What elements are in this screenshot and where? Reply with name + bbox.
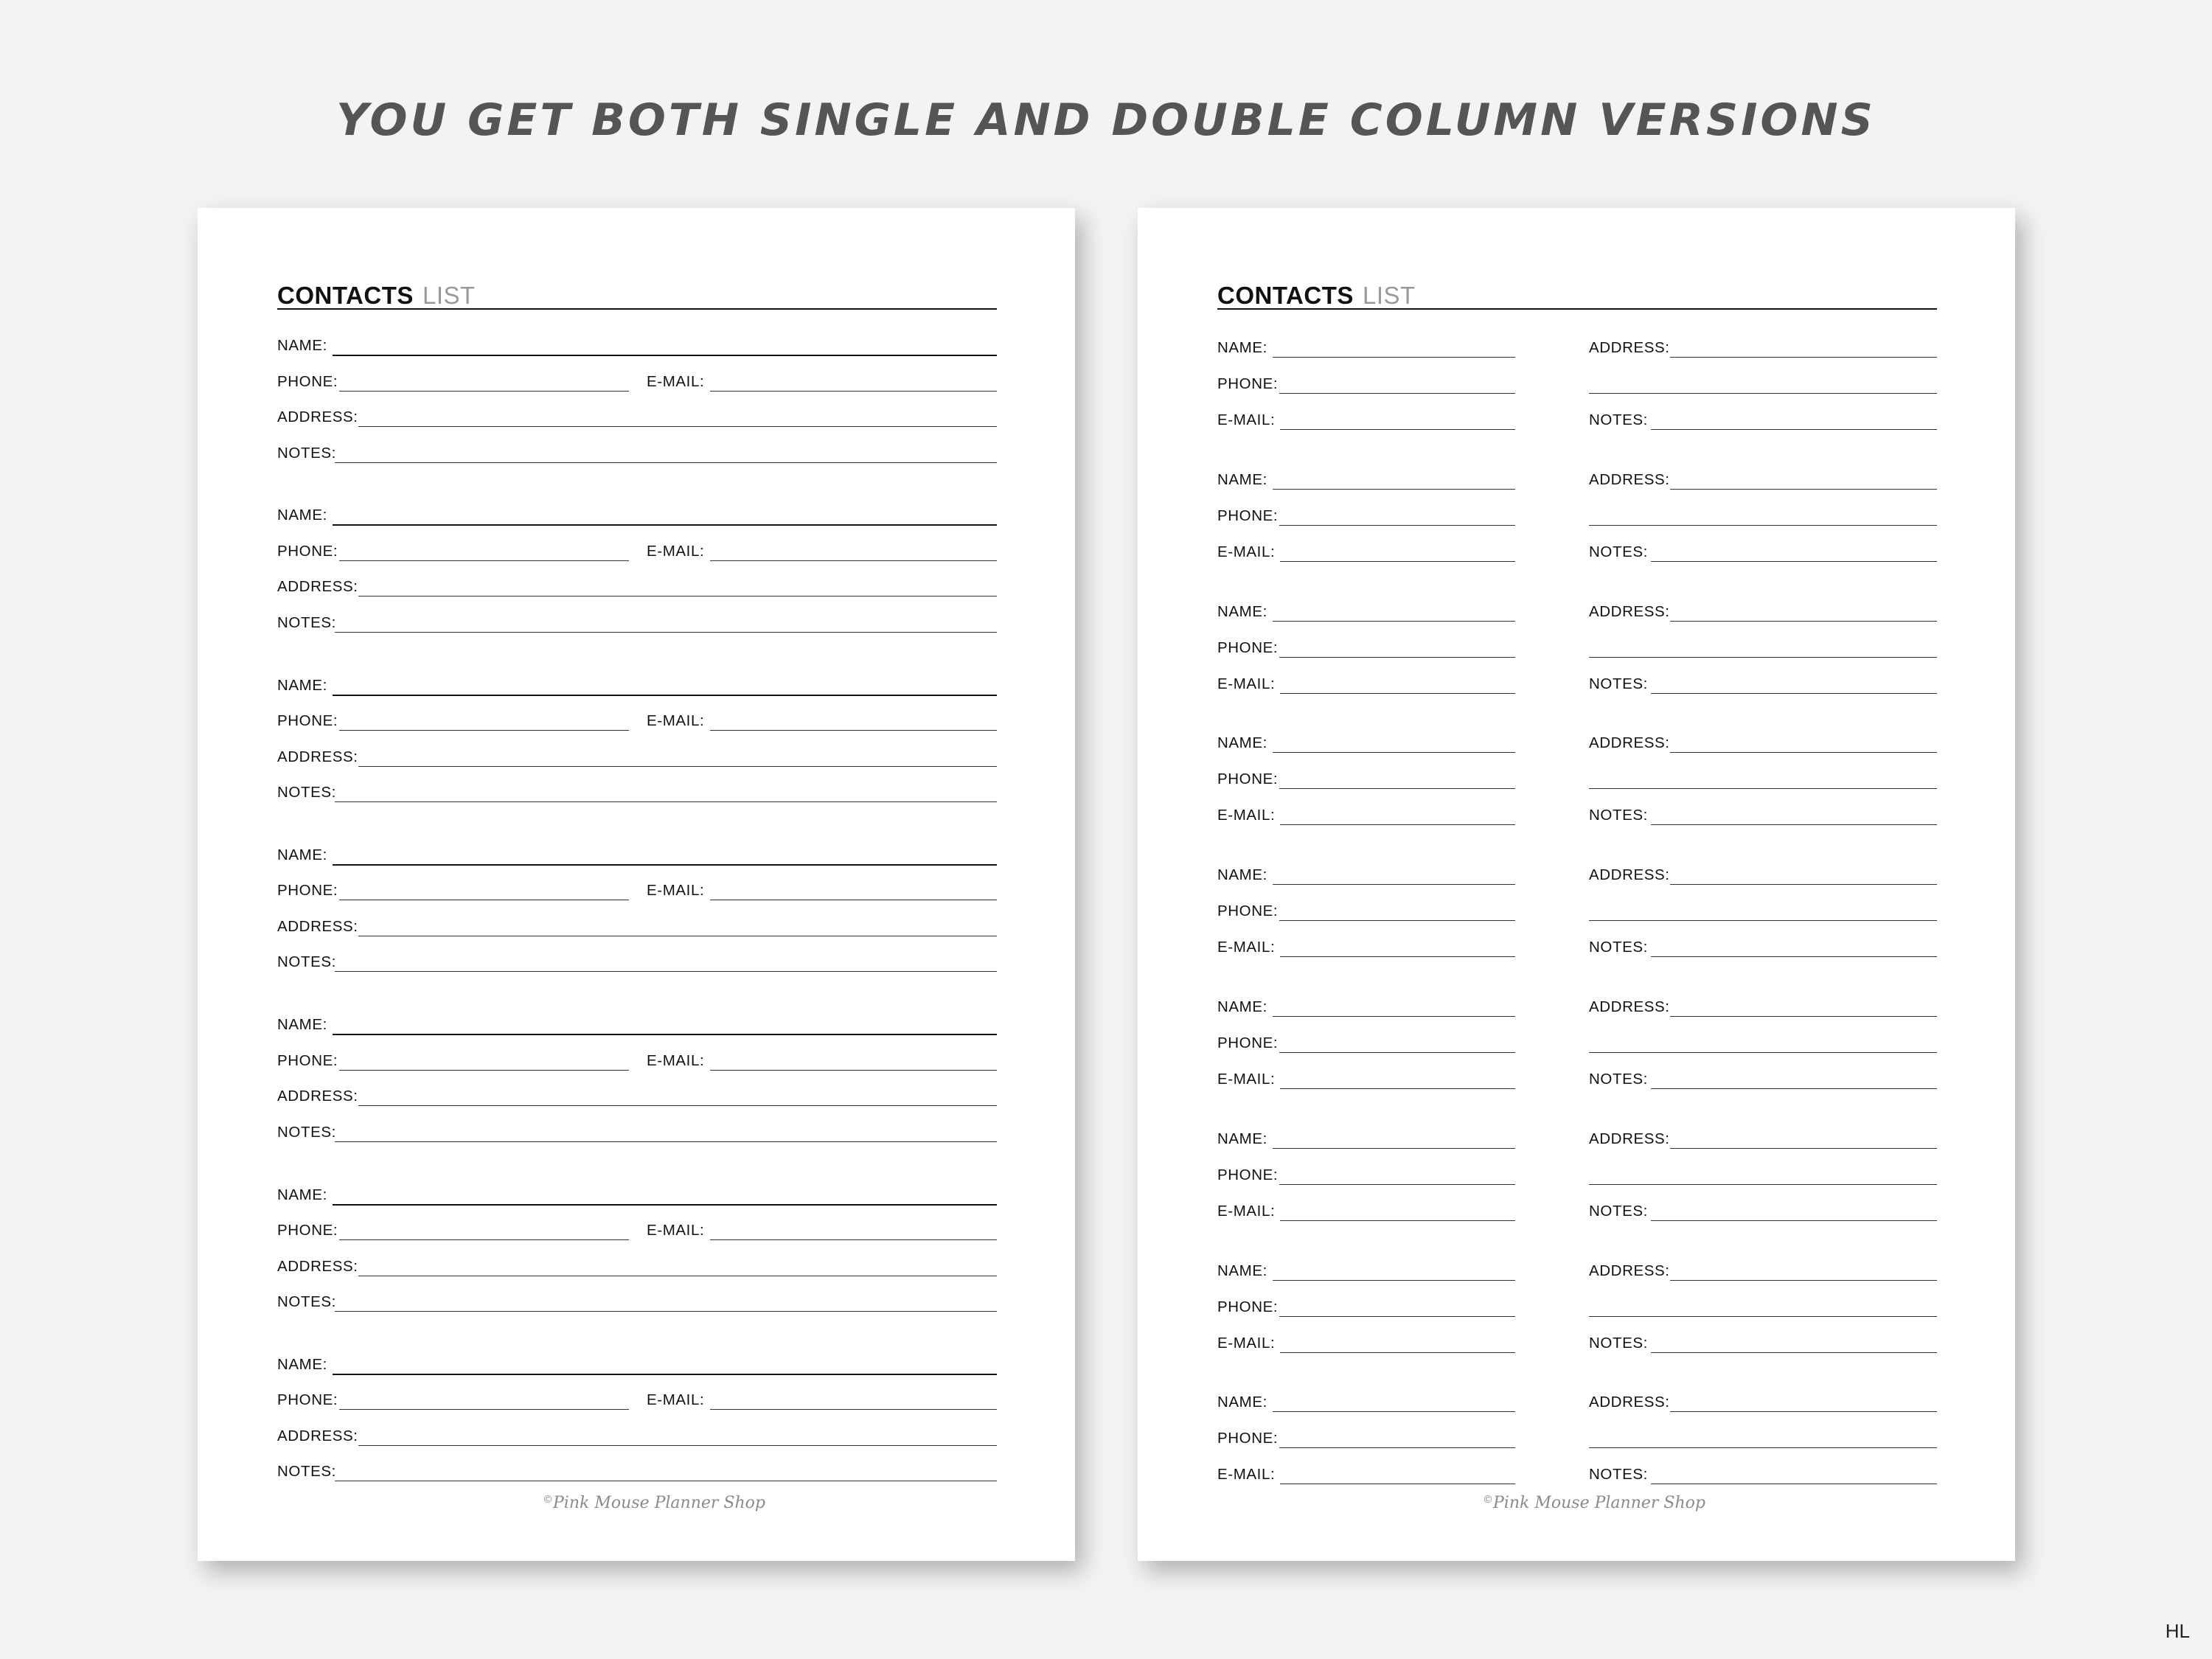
phone-label: PHONE: (1217, 1298, 1279, 1315)
email-field[interactable] (1280, 1352, 1515, 1353)
address-field-2[interactable] (1589, 657, 1937, 658)
notes-field[interactable] (335, 1141, 997, 1142)
address-label: ADDRESS: (277, 578, 358, 596)
notes-field[interactable] (1651, 824, 1937, 825)
notes-field[interactable] (1651, 693, 1937, 694)
email-field[interactable] (710, 1070, 997, 1071)
address-field-2[interactable] (1589, 393, 1937, 394)
name-field[interactable] (1273, 1016, 1515, 1017)
notes-label: NOTES: (277, 1463, 336, 1481)
notes-field[interactable] (1651, 1352, 1937, 1353)
address-field[interactable] (1670, 1411, 1937, 1412)
notes-label: NOTES: (1589, 411, 1648, 428)
sheet-title-light: LIST (422, 282, 476, 309)
address-field[interactable] (1670, 1016, 1937, 1017)
address-field[interactable] (1670, 1148, 1937, 1149)
address-label: ADDRESS: (1589, 339, 1670, 356)
email-label: E-MAIL: (1217, 807, 1276, 824)
shop-signature: ©Pink Mouse Planner Shop (1483, 1494, 1705, 1512)
notes-label: NOTES: (1589, 675, 1648, 692)
notes-label: NOTES: (1589, 939, 1648, 956)
notes-field[interactable] (1651, 429, 1937, 430)
email-field[interactable] (1280, 693, 1515, 694)
address-label: ADDRESS: (277, 1427, 358, 1444)
address-field-2[interactable] (1589, 1447, 1937, 1448)
email-label: E-MAIL: (647, 542, 705, 560)
email-field[interactable] (710, 1239, 997, 1240)
address-label: ADDRESS: (1589, 602, 1670, 620)
name-field[interactable] (333, 1374, 997, 1375)
phone-label: PHONE: (277, 1051, 338, 1069)
name-field[interactable] (1273, 489, 1515, 490)
notes-label: NOTES: (1589, 1334, 1648, 1352)
email-label: E-MAIL: (1217, 1466, 1276, 1484)
address-label: ADDRESS: (1589, 998, 1670, 1015)
name-label: NAME: (1217, 866, 1267, 884)
address-label: ADDRESS: (277, 408, 358, 425)
email-label: E-MAIL: (1217, 1334, 1276, 1352)
phone-field[interactable] (339, 1070, 629, 1071)
phone-label: PHONE: (277, 542, 338, 560)
phone-label: PHONE: (1217, 902, 1279, 920)
address-field-2[interactable] (1589, 1316, 1937, 1317)
phone-label: PHONE: (1217, 507, 1279, 524)
notes-field[interactable] (335, 462, 997, 463)
address-label: ADDRESS: (1589, 866, 1670, 884)
name-field[interactable] (333, 1034, 997, 1035)
email-label: E-MAIL: (1217, 543, 1276, 560)
address-field[interactable] (1670, 357, 1937, 358)
email-field[interactable] (710, 730, 997, 731)
notes-label: NOTES: (1589, 1202, 1648, 1220)
name-label: NAME: (277, 676, 327, 694)
phone-label: PHONE: (277, 1222, 338, 1239)
notes-label: NOTES: (1589, 1071, 1648, 1088)
name-field[interactable] (1273, 621, 1515, 622)
address-field[interactable] (358, 596, 997, 597)
name-label: NAME: (1217, 998, 1267, 1015)
name-field[interactable] (1273, 884, 1515, 885)
address-label: ADDRESS: (1589, 1394, 1670, 1411)
phone-field[interactable] (1279, 1052, 1515, 1053)
address-label: ADDRESS: (277, 1088, 358, 1105)
sheet-title-bold: CONTACTS (277, 282, 414, 309)
email-label: E-MAIL: (647, 372, 705, 390)
sheet-title (277, 282, 997, 310)
name-label: NAME: (277, 337, 327, 354)
name-field[interactable] (333, 524, 997, 526)
email-field[interactable] (1280, 956, 1515, 957)
name-label: NAME: (1217, 1130, 1267, 1147)
name-label: NAME: (277, 507, 327, 524)
address-field[interactable] (358, 1445, 997, 1446)
notes-label: NOTES: (277, 444, 336, 462)
name-field[interactable] (333, 864, 997, 866)
name-field[interactable] (333, 355, 997, 356)
phone-label: PHONE: (277, 372, 338, 390)
email-label: E-MAIL: (1217, 675, 1276, 692)
notes-field[interactable] (1651, 561, 1937, 562)
email-label: E-MAIL: (647, 712, 705, 730)
address-field[interactable] (1670, 489, 1937, 490)
name-label: NAME: (1217, 1262, 1267, 1279)
email-label: E-MAIL: (1217, 1202, 1276, 1220)
banner-heading: YOU GET BOTH SINGLE AND DOUBLE COLUMN VERSIONS (336, 94, 1876, 146)
name-label: NAME: (277, 1016, 327, 1034)
address-field[interactable] (1670, 1280, 1937, 1281)
phone-field[interactable] (339, 1239, 629, 1240)
phone-label: PHONE: (277, 882, 338, 900)
name-label: NAME: (277, 846, 327, 863)
notes-field[interactable] (335, 632, 997, 633)
phone-field[interactable] (1279, 393, 1515, 394)
name-field[interactable] (1273, 1411, 1515, 1412)
address-label: ADDRESS: (1589, 470, 1670, 488)
single-column-sheet (198, 208, 1075, 1561)
sheet-title-light: LIST (1363, 282, 1416, 309)
notes-label: NOTES: (277, 613, 336, 631)
notes-label: NOTES: (277, 1123, 336, 1141)
phone-field[interactable] (339, 1409, 629, 1410)
address-label: ADDRESS: (277, 748, 358, 765)
email-field[interactable] (1280, 824, 1515, 825)
phone-label: PHONE: (277, 1391, 338, 1409)
address-label: ADDRESS: (1589, 734, 1670, 752)
notes-label: NOTES: (277, 1293, 336, 1310)
name-label: NAME: (277, 1186, 327, 1203)
name-label: NAME: (1217, 470, 1267, 488)
phone-field[interactable] (339, 730, 629, 731)
notes-field[interactable] (1651, 956, 1937, 957)
email-field[interactable] (1280, 1220, 1515, 1221)
email-label: E-MAIL: (1217, 939, 1276, 956)
email-label: E-MAIL: (647, 1222, 705, 1239)
notes-field[interactable] (335, 1311, 997, 1312)
phone-field[interactable] (1279, 1447, 1515, 1448)
name-label: NAME: (1217, 602, 1267, 620)
email-label: E-MAIL: (647, 1051, 705, 1069)
email-field[interactable] (710, 391, 997, 392)
address-label: ADDRESS: (1589, 1130, 1670, 1147)
double-column-sheet (1138, 208, 2015, 1561)
phone-field[interactable] (1279, 920, 1515, 921)
name-label: NAME: (277, 1355, 327, 1373)
phone-label: PHONE: (277, 712, 338, 730)
phone-label: PHONE: (1217, 771, 1279, 788)
name-field[interactable] (1273, 357, 1515, 358)
sheet-title (1217, 282, 1937, 310)
sheet-title-bold: CONTACTS (1217, 282, 1354, 309)
address-field[interactable] (358, 1105, 997, 1106)
notes-field[interactable] (1651, 1220, 1937, 1221)
address-field-2[interactable] (1589, 525, 1937, 526)
phone-field[interactable] (339, 560, 629, 561)
address-field-2[interactable] (1589, 788, 1937, 789)
phone-field[interactable] (1279, 657, 1515, 658)
notes-label: NOTES: (277, 784, 336, 801)
phone-field[interactable] (1279, 1184, 1515, 1185)
notes-label: NOTES: (277, 953, 336, 971)
name-label: NAME: (1217, 734, 1267, 752)
name-field[interactable] (333, 695, 997, 696)
phone-label: PHONE: (1217, 1034, 1279, 1051)
address-field[interactable] (358, 766, 997, 767)
email-label: E-MAIL: (1217, 411, 1276, 428)
phone-field[interactable] (1279, 788, 1515, 789)
phone-field[interactable] (1279, 1316, 1515, 1317)
address-field[interactable] (358, 426, 997, 427)
phone-label: PHONE: (1217, 375, 1279, 392)
name-label: NAME: (1217, 339, 1267, 356)
email-field[interactable] (710, 1409, 997, 1410)
phone-label: PHONE: (1217, 1430, 1279, 1447)
address-field[interactable] (1670, 621, 1937, 622)
email-label: E-MAIL: (1217, 1071, 1276, 1088)
phone-field[interactable] (339, 391, 629, 392)
email-field[interactable] (1280, 561, 1515, 562)
address-label: ADDRESS: (1589, 1262, 1670, 1279)
address-label: ADDRESS: (277, 917, 358, 935)
address-field-2[interactable] (1589, 920, 1937, 921)
address-field-2[interactable] (1589, 1184, 1937, 1185)
email-field[interactable] (1280, 429, 1515, 430)
notes-field[interactable] (335, 971, 997, 972)
name-field[interactable] (1273, 1280, 1515, 1281)
name-field[interactable] (1273, 1148, 1515, 1149)
address-label: ADDRESS: (277, 1257, 358, 1275)
address-field[interactable] (1670, 884, 1937, 885)
email-field[interactable] (710, 560, 997, 561)
notes-label: NOTES: (1589, 1466, 1648, 1484)
shop-signature: ©Pink Mouse Planner Shop (543, 1494, 765, 1512)
phone-label: PHONE: (1217, 1166, 1279, 1183)
notes-field[interactable] (1651, 1088, 1937, 1089)
name-label: NAME: (1217, 1394, 1267, 1411)
address-field-2[interactable] (1589, 1052, 1937, 1053)
notes-label: NOTES: (1589, 543, 1648, 560)
phone-field[interactable] (1279, 525, 1515, 526)
phone-label: PHONE: (1217, 639, 1279, 656)
email-label: E-MAIL: (647, 1391, 705, 1409)
address-field[interactable] (1670, 752, 1937, 753)
name-field[interactable] (333, 1204, 997, 1206)
corner-mark: HL (2165, 1620, 2190, 1642)
notes-field[interactable] (335, 801, 997, 802)
name-field[interactable] (1273, 752, 1515, 753)
notes-label: NOTES: (1589, 807, 1648, 824)
email-field[interactable] (1280, 1088, 1515, 1089)
email-label: E-MAIL: (647, 882, 705, 900)
